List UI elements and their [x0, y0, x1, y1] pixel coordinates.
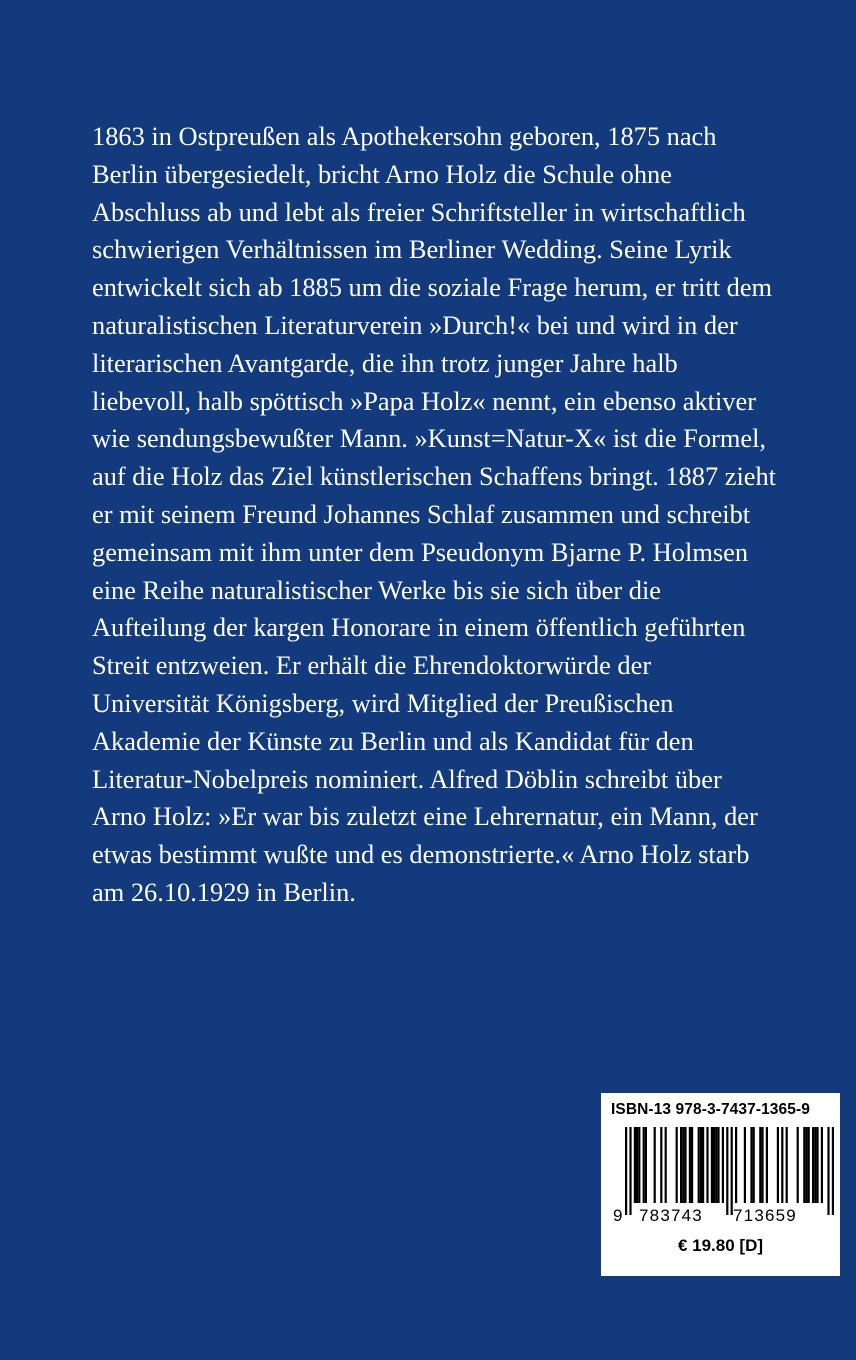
blurb-line: wie sendungsbewußter Mann. »Kunst=Natur-X« ist die Formel,	[92, 423, 767, 454]
barcode-bar	[808, 1127, 810, 1203]
barcode-bar	[654, 1127, 656, 1203]
barcode-bar	[797, 1127, 799, 1203]
blurb-line: 1863 in Ostpreußen als Apothekersohn geboren, 1875 nach	[92, 121, 717, 151]
barcode-bar	[805, 1127, 807, 1203]
barcode-bar	[766, 1127, 768, 1203]
barcode-bar	[744, 1127, 746, 1203]
barcode-bar	[750, 1127, 752, 1203]
barcode-bar	[812, 1127, 814, 1203]
blurb-line: Akademie der Künste zu Berlin und als Kandidat für den	[92, 725, 694, 756]
barcode-bar	[786, 1127, 788, 1203]
barcode-digit-first: 9	[613, 1206, 623, 1225]
barcode-bar	[832, 1127, 834, 1215]
barcode-bar	[636, 1127, 638, 1203]
barcode-bar	[629, 1127, 631, 1215]
barcode-bar	[691, 1127, 693, 1203]
barcode-bar	[634, 1127, 636, 1203]
barcode-bar	[761, 1127, 763, 1203]
barcode-bar	[706, 1127, 708, 1203]
blurb-line: Berlin übergesiedelt, bricht Arno Holz die Schule ohne	[92, 158, 672, 189]
barcode-bar	[722, 1127, 724, 1203]
barcode-bar	[676, 1127, 678, 1203]
blurb-line: am 26.10.1929 in Berlin.	[92, 876, 356, 907]
blurb-line: er mit seinem Freund Johannes Schlaf zusammen und schreibt	[92, 498, 751, 529]
barcode-bar	[702, 1127, 704, 1203]
price-label: € 19.80 [D]	[677, 1236, 764, 1255]
barcode-bar	[698, 1127, 700, 1203]
barcode-bar	[713, 1127, 715, 1203]
blurb-line: etwas bestimmt wußte und es demonstrierte.« Arno Holz starb	[92, 839, 750, 870]
blurb-line: auf die Holz das Ziel künstlerischen Schaffens bringt. 1887 zieht	[92, 461, 777, 492]
blurb-line: schwierigen Verhältnissen im Berliner Wedding. Seine Lyrik	[92, 234, 732, 265]
barcode-bar	[731, 1127, 733, 1215]
barcode-bar	[803, 1127, 805, 1203]
barcode-bar	[689, 1127, 691, 1203]
barcode-bar	[682, 1127, 684, 1203]
barcode-bar	[781, 1127, 783, 1203]
barcode-bar	[759, 1127, 761, 1203]
barcode-bars	[625, 1127, 834, 1215]
barcode-bar	[645, 1127, 647, 1203]
barcode-bar	[726, 1127, 728, 1215]
blurb-line: Streit entzweien. Er erhält die Ehrendoktorwürde der	[92, 650, 652, 681]
blurb-line: naturalistischen Literaturverein »Durch!« bei und wird in der	[92, 309, 738, 340]
barcode-bar	[684, 1127, 686, 1203]
barcode-bar	[660, 1127, 662, 1203]
barcode-bar	[717, 1127, 719, 1203]
blurb-line: liebevoll, halb spöttisch »Papa Holz« nennt, ein ebenso aktiver	[92, 385, 757, 416]
barcode-box	[601, 1093, 840, 1276]
barcode-bar	[753, 1127, 755, 1203]
barcode-bar	[625, 1127, 627, 1215]
barcode-bar	[638, 1127, 640, 1203]
blurb-line: entwickelt sich ab 1885 um die soziale Frage herum, er tritt dem	[92, 272, 773, 303]
blurb-text	[92, 118, 792, 912]
barcode-bar	[715, 1127, 717, 1203]
barcode-bar	[665, 1127, 667, 1203]
blurb-line: gemeinsam mit ihm unter dem Pseudonym Bjarne P. Holmsen	[92, 536, 749, 567]
barcode-bar	[700, 1127, 702, 1203]
isbn-label: ISBN-13 978-3-7437-1365-9	[611, 1101, 810, 1118]
blurb-line: eine Reihe naturalistischer Werke bis sie sich über die	[92, 574, 661, 605]
barcode-bar	[680, 1127, 682, 1203]
barcode-bar	[735, 1127, 737, 1203]
barcode-bar	[814, 1127, 816, 1203]
barcode-bar	[711, 1127, 713, 1203]
blurb-line: Abschluss ab und lebt als freier Schriftsteller in wirtschaftlich	[92, 196, 746, 227]
barcode-bar	[777, 1127, 779, 1203]
blurb-line: Aufteilung der kargen Honorare in einem öffentlich geführten	[92, 612, 746, 643]
barcode-digits-left: 783743	[639, 1206, 703, 1225]
barcode-digits-right: 713659	[733, 1206, 797, 1225]
barcode-bar	[827, 1127, 829, 1215]
blurb-line: literarischen Avantgarde, die ihn trotz junger Jahre halb	[92, 347, 678, 378]
barcode-bar	[821, 1127, 823, 1203]
blurb-line: Literatur-Nobelpreis nominiert. Alfred Döblin schreibt über	[92, 763, 722, 794]
barcode-bar	[643, 1127, 645, 1203]
barcode-bar	[816, 1127, 818, 1203]
blurb-line: Universität Königsberg, wird Mitglied der Preußischen	[92, 687, 674, 718]
blurb-line: Arno Holz: »Er war bis zuletzt eine Lehrernatur, ein Mann, der	[92, 801, 758, 832]
